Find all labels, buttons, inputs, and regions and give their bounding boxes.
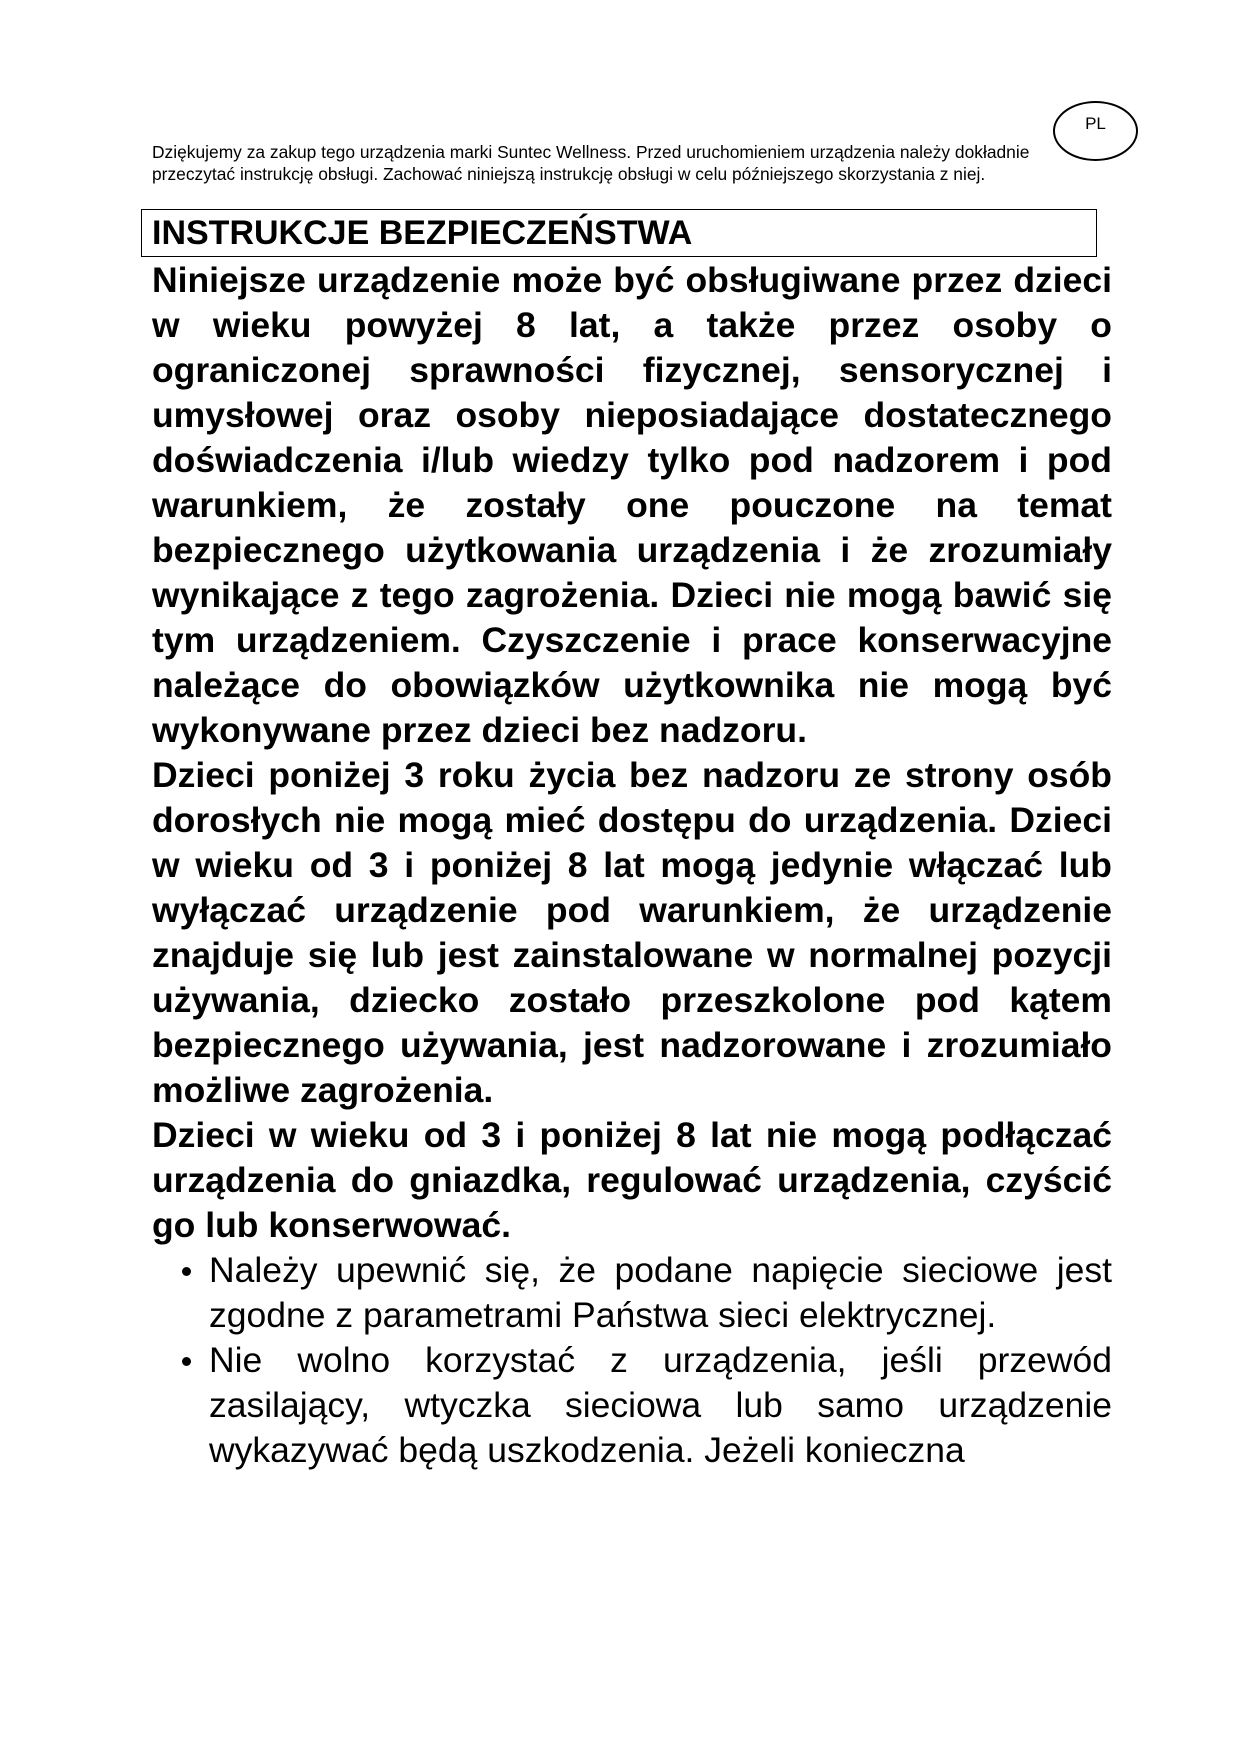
- safety-bullet-list: [152, 1248, 1112, 1473]
- list-item: [152, 1248, 1112, 1338]
- intro-text: Dziękujemy za zakup tego urządzenia marki Suntec Wellness. Przed uruchomieniem urządzenia należy dokładnie przeczytać instrukcję obsługi. Zachować niniejszą instrukcję obsługi w celu późniejszego skorzystania z niej.: [152, 142, 1030, 184]
- language-badge-label: PL: [1085, 114, 1106, 133]
- list-item: [152, 1338, 1112, 1473]
- bullet-dot-icon: [182, 1357, 191, 1366]
- list-item-text: Nie wolno korzystać z urządzenia, jeśli przewód zasilający, wtyczka sieciowa lub samo urządzenie wykazywać będą uszkodzenia. Jeżeli konieczna: [209, 1340, 1112, 1470]
- safety-paragraph: Niniejsze urządzenie może być obsługiwane przez dzieci w wieku powyżej 8 lat, a także przez osoby o ograniczonej sprawności fizycznej, sensorycznej i umysłowej oraz osoby nieposiadające dostatecznego doświadczenia i/lub wiedzy tylko pod nadzorem i pod warunkiem, że zostały one pouczone na temat bezpiecznego użytkowania urządzenia i że zrozumiały wynikające z tego zagrożenia. Dzieci nie mogą bawić się tym urządzeniem. Czyszczenie i prace konserwacyjne należące do obowiązków użytkownika nie mogą być wykonywane przez dzieci bez nadzoru.: [152, 260, 1112, 750]
- list-item-text: Należy upewnić się, że podane napięcie sieciowe jest zgodne z parametrami Państwa sieci elektrycznej.: [209, 1250, 1112, 1335]
- safety-paragraph: Dzieci poniżej 3 roku życia bez nadzoru ze strony osób dorosłych nie mogą mieć dostępu do urządzenia. Dzieci w wieku od 3 i poniżej 8 lat mogą jedynie włączać lub wyłączać urządzenie pod warunkiem, że urządzenie znajduje się lub jest zainstalowane w normalnej pozycji używania, dziecko zostało przeszkolone pod kątem bezpiecznego używania, jest nadzorowane i zrozumiało możliwe zagrożenia.: [152, 755, 1112, 1110]
- language-badge: [1053, 101, 1138, 161]
- bullet-dot-icon: [182, 1267, 191, 1276]
- safety-body: [152, 258, 1112, 1473]
- section-heading: INSTRUKCJE BEZPIECZEŃSTWA: [141, 209, 1097, 257]
- safety-paragraph: Dzieci w wieku od 3 i poniżej 8 lat nie mogą podłączać urządzenia do gniazdka, regulować urządzenia, czyścić go lub konserwować.: [152, 1115, 1112, 1245]
